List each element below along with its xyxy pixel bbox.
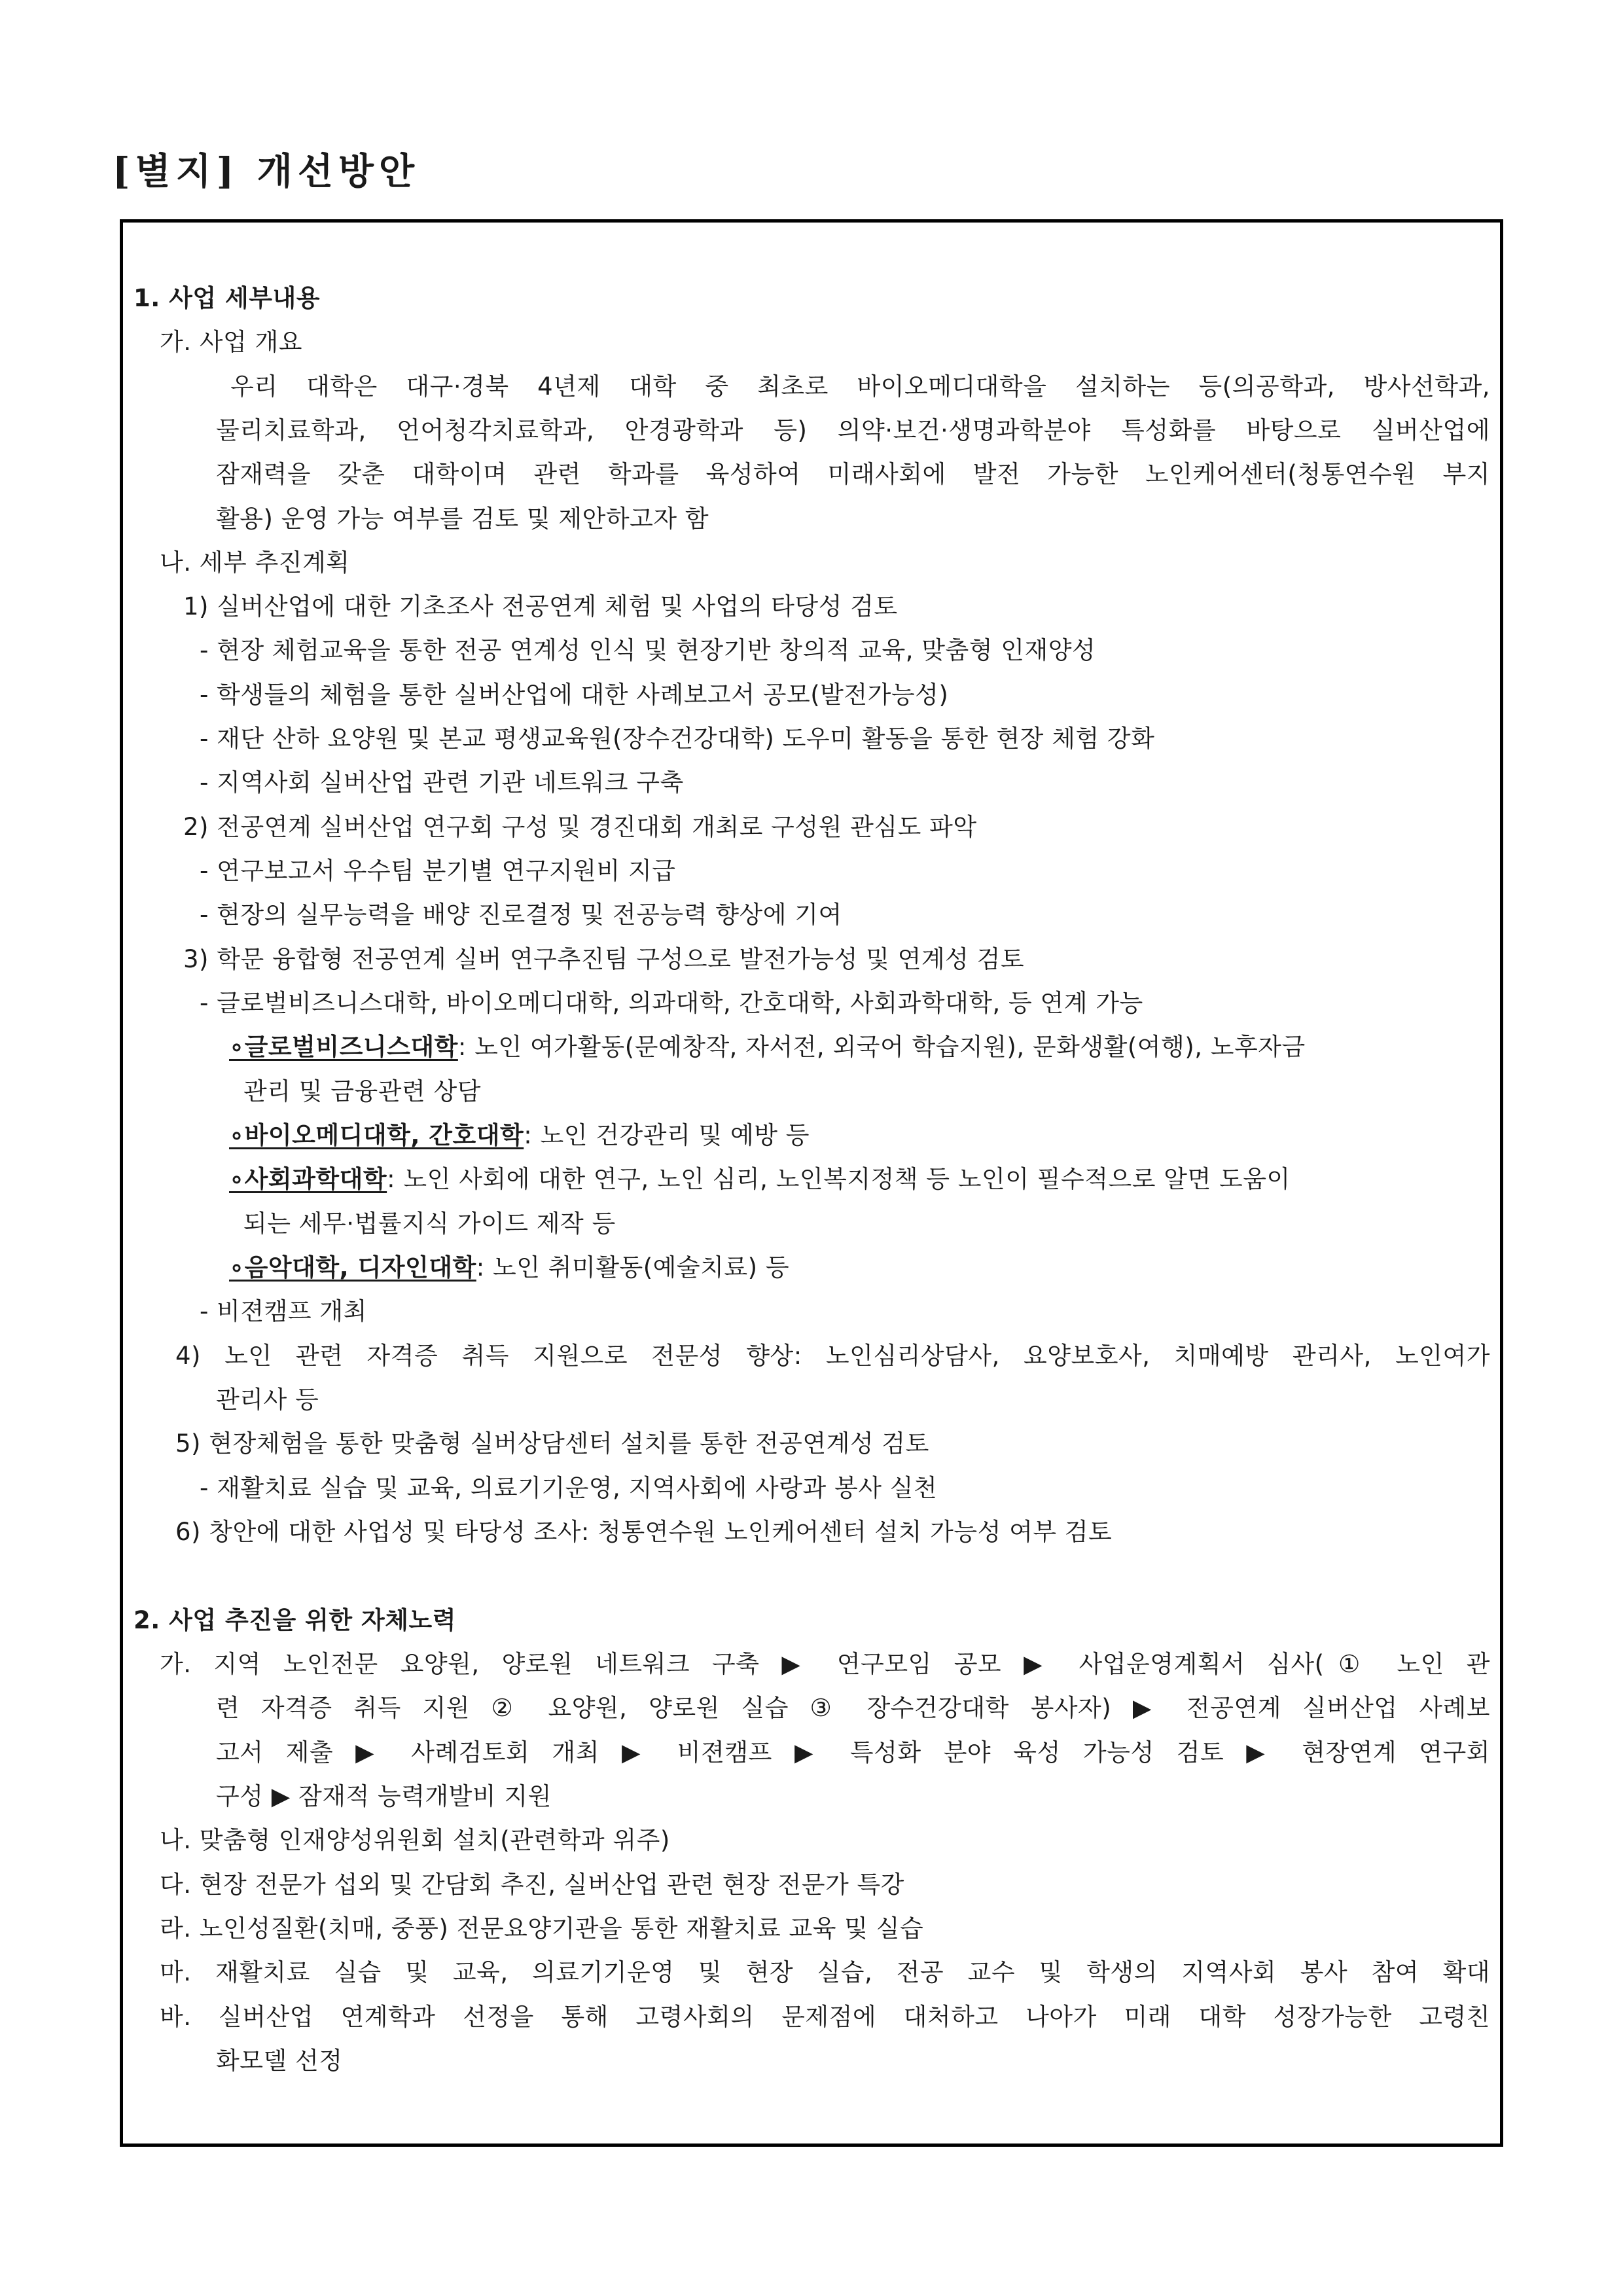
college-desc: : 노인 여가활동(문예창작, 자서전, 외국어 학습지원), 문화생활(여행), 노후자금 xyxy=(457,1033,1306,1061)
overview-label: 가. 사업 개요 xyxy=(160,328,302,356)
section-2-heading: 2. 사업 추진을 위한 자체노력 xyxy=(134,1606,456,1634)
college-desc-cont: 되는 세무·법률지식 가이드 제작 등 xyxy=(243,1210,616,1238)
plan-item: 6) 창안에 대한 사업성 및 타당성 조사: 청통연수원 노인케어센터 설치 가능성 여부 검토 xyxy=(175,1518,1113,1546)
college-entry xyxy=(229,1158,1291,1201)
overview-text-line: 우리 대학은 대구·경북 4년제 대학 중 최초로 바이오메디대학을 설치하는 등(의공학과, 방사선학과, xyxy=(230,372,1490,401)
college-entry xyxy=(229,1246,789,1289)
plan-label: 나. 세부 추진계획 xyxy=(160,548,350,577)
college-entry xyxy=(229,1026,1306,1069)
effort-item: 나. 맞춤형 인재양성위원회 설치(관련학과 위주) xyxy=(160,1826,670,1854)
overview-text-line: 활용) 운영 가능 여부를 검토 및 제안하고자 함 xyxy=(216,505,709,533)
college-desc: : 노인 사회에 대한 연구, 노인 심리, 노인복지정책 등 노인이 필수적으로 알면 도움이 xyxy=(387,1165,1291,1193)
effort-item-cont: 구성 ▶ 잠재적 능력개발비 지원 xyxy=(216,1782,552,1810)
plan-subitem: - 지역사회 실버산업 관련 기관 네트워크 구축 xyxy=(200,768,684,797)
plan-subitem: - 글로벌비즈니스대학, 바이오메디대학, 의과대학, 간호대학, 사회과학대학, 등 연계 가능 xyxy=(200,989,1143,1017)
effort-item: 마. 재활치료 실습 및 교육, 의료기기운영 및 현장 실습, 전공 교수 및 학생의 지역사회 봉사 참여 확대 xyxy=(160,1958,1490,1986)
college-desc-cont: 관리 및 금융관련 상담 xyxy=(243,1077,481,1105)
plan-subitem: - 비젼캠프 개최 xyxy=(200,1297,367,1325)
college-desc: : 노인 건강관리 및 예방 등 xyxy=(524,1121,810,1149)
plan-item: 1) 실버산업에 대한 기초조사 전공연계 체험 및 사업의 타당성 검토 xyxy=(183,592,898,620)
college-name: ∘음악대학, 디자인대학 xyxy=(229,1253,476,1282)
effort-item-cont: 련 자격증 취득 지원 ② 요양원, 양로원 실습 ③ 장수건강대학 봉사자) ▶ 전공연계 실버산업 사례보 xyxy=(216,1694,1490,1722)
effort-item-cont: 화모델 선정 xyxy=(216,2047,343,2075)
effort-item: 라. 노인성질환(치매, 중풍) 전문요양기관을 통한 재활치료 교육 및 실습 xyxy=(160,1914,924,1943)
college-name: ∘글로벌비즈니스대학 xyxy=(229,1033,458,1061)
effort-item: 가. 지역 노인전문 요양원, 양로원 네트워크 구축 ▶ 연구모임 공모 ▶ 사업운영계획서 심사(① 노인 관 xyxy=(160,1650,1490,1678)
college-name: ∘사회과학대학 xyxy=(229,1165,387,1193)
college-name: ∘바이오메디대학, 간호대학 xyxy=(229,1121,524,1149)
college-desc: : 노인 취미활동(예술치료) 등 xyxy=(476,1253,790,1282)
overview-text-line: 잠재력을 갖춘 대학이며 관련 학과를 육성하여 미래사회에 발전 가능한 노인케어센터(청통연수원 부지 xyxy=(216,460,1490,488)
plan-subitem: - 현장의 실무능력을 배양 진로결정 및 전공능력 향상에 기여 xyxy=(200,901,842,929)
plan-subitem: - 연구보고서 우수팀 분기별 연구지원비 지급 xyxy=(200,857,676,885)
effort-item-cont: 고서 제출 ▶ 사례검토회 개최 ▶ 비젼캠프 ▶ 특성화 분야 육성 가능성 검토 ▶ 현장연계 연구회 xyxy=(216,1738,1490,1767)
overview-text-line: 물리치료학과, 언어청각치료학과, 안경광학과 등) 의약·보건·생명과학분야 특성화를 바탕으로 실버산업에 xyxy=(216,416,1490,444)
plan-subitem: - 재단 산하 요양원 및 본교 평생교육원(장수건강대학) 도우미 활동을 통한 현장 체험 강화 xyxy=(200,725,1155,753)
effort-item: 다. 현장 전문가 섭외 및 간담회 추진, 실버산업 관련 현장 전문가 특강 xyxy=(160,1871,904,1899)
section-1-heading: 1. 사업 세부내용 xyxy=(134,284,321,312)
plan-item: 4) 노인 관련 자격증 취득 지원으로 전문성 향상: 노인심리상담사, 요양보호사, 치매예방 관리사, 노인여가 xyxy=(175,1342,1490,1370)
plan-subitem: - 학생들의 체험을 통한 실버산업에 대한 사례보고서 공모(발전가능성) xyxy=(200,681,949,709)
college-entry xyxy=(229,1114,810,1157)
plan-subitem: - 현장 체험교육을 통한 전공 연계성 인식 및 현장기반 창의적 교육, 맞춤형 인재양성 xyxy=(200,636,1096,664)
effort-item: 바. 실버산업 연계학과 선정을 통해 고령사회의 문제점에 대처하고 나아가 미래 대학 성장가능한 고령친 xyxy=(160,2003,1490,2031)
plan-subitem: - 재활치료 실습 및 교육, 의료기기운영, 지역사회에 사랑과 봉사 실천 xyxy=(200,1474,938,1502)
plan-item: 3) 학문 융합형 전공연계 실버 연구추진팀 구성으로 발전가능성 및 연계성 검토 xyxy=(183,945,1025,973)
document-title: [별지] 개선방안 xyxy=(113,150,420,193)
plan-item: 5) 현장체험을 통한 맞춤형 실버상담센터 설치를 통한 전공연계성 검토 xyxy=(175,1429,929,1458)
plan-item-cont: 관리사 등 xyxy=(216,1386,319,1414)
plan-item: 2) 전공연계 실버산업 연구회 구성 및 경진대회 개최로 구성원 관심도 파악 xyxy=(183,813,977,841)
